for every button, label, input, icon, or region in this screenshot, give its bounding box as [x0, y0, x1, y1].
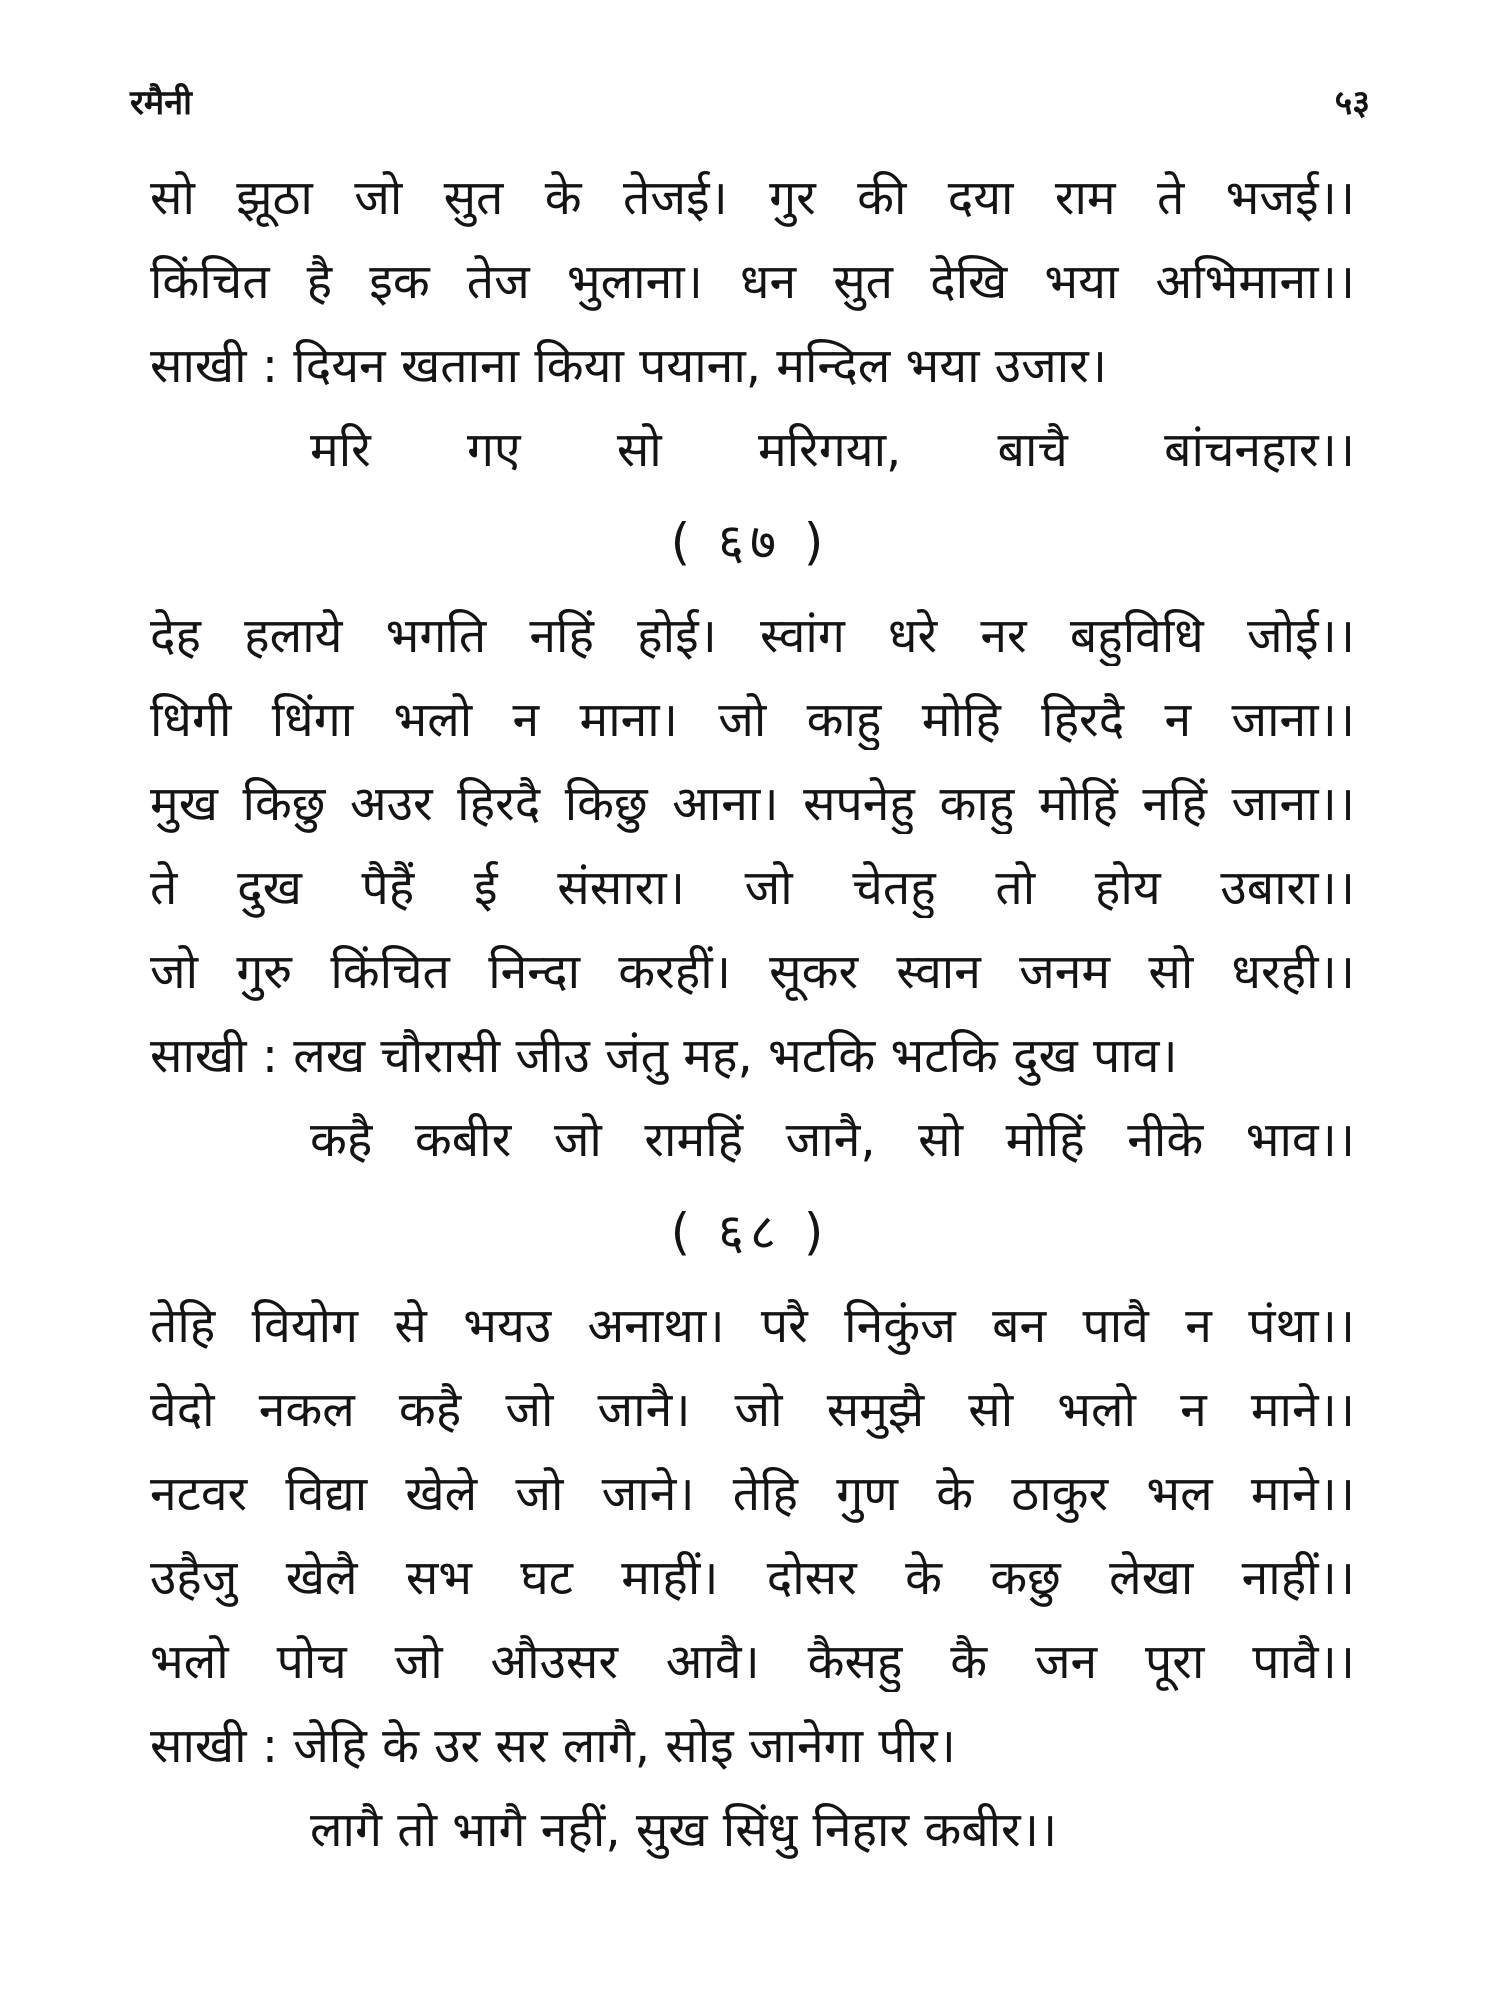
verse-line: भलो पोच जो औउसर आवै। कैसहु कै जन पूरा पावै।। — [150, 1634, 1355, 1690]
verse-line: सो झूठा जो सुत के तेजई। गुर की दया राम ते भजई।। — [150, 170, 1355, 226]
verse-line: तेहि वियोग से भयउ अनाथा। परै निकुंज बन पावै न पंथा।। — [150, 1298, 1355, 1354]
verse-line: धिगी धिंगा भलो न माना। जो काहु मोहि हिरदै न जाना।। — [150, 692, 1355, 748]
sakhi-line — [150, 1716, 1355, 1776]
page-number: ५३ — [1334, 83, 1370, 123]
sakhi-text: लख चौरासी जीउ जंतु मह, भटकि भटकि दुख पाव। — [293, 1028, 1178, 1084]
sakhi-label: साखी : — [150, 1718, 279, 1774]
verse-line: ते दुख पैहैं ई संसारा। जो चेतहु तो होय उबारा।। — [150, 860, 1355, 916]
sakhi-line-continuation: मरि गए सो मरिगया, बाचै बांचनहार।। — [310, 422, 1355, 478]
verse-line: किंचित है इक तेज भुलाना। धन सुत देखि भया अभिमाना।। — [150, 254, 1355, 310]
verse-line: देह हलाये भगति नहिं होई। स्वांग धरे नर बहुविधि जोई।। — [150, 608, 1355, 664]
sakhi-label: साखी : — [150, 1028, 279, 1084]
verse-line: नटवर विद्या खेले जो जाने। तेहि गुण के ठाकुर भल माने।। — [150, 1466, 1355, 1522]
verse-number: ( ६८ ) — [670, 1203, 830, 1261]
verse-line: उहैजु खेलै सभ घट माहीं। दोसर के कछु लेखा नाहीं।। — [150, 1550, 1355, 1606]
sakhi-text: जेहि के उर सर लागै, सोइ जानेगा पीर। — [293, 1718, 956, 1774]
section-title: रमैनी — [130, 83, 192, 123]
verse-line: जो गुरु किंचित निन्दा करहीं। सूकर स्वान जनम सो धरही।। — [150, 944, 1355, 1000]
sakhi-text: दियन खताना किया पयाना, मन्दिल भया उजार। — [293, 338, 1107, 394]
verse-number: ( ६७ ) — [670, 513, 830, 571]
sakhi-line — [150, 1026, 1355, 1086]
sakhi-line-continuation: कहै कबीर जो रामहिं जानै, सो मोहिं नीके भाव।। — [310, 1112, 1355, 1168]
running-header — [130, 78, 1370, 128]
sakhi-line — [150, 336, 1355, 396]
verse-line: वेदो नकल कहै जो जानै। जो समुझै सो भलो न माने।। — [150, 1382, 1355, 1438]
sakhi-line-continuation: लागै तो भागै नहीं, सुख सिंधु निहार कबीर।। — [310, 1802, 1058, 1858]
sakhi-label: साखी : — [150, 338, 279, 394]
verse-line: मुख किछु अउर हिरदै किछु आना। सपनेहु काहु मोहिं नहिं जाना।। — [150, 776, 1355, 832]
